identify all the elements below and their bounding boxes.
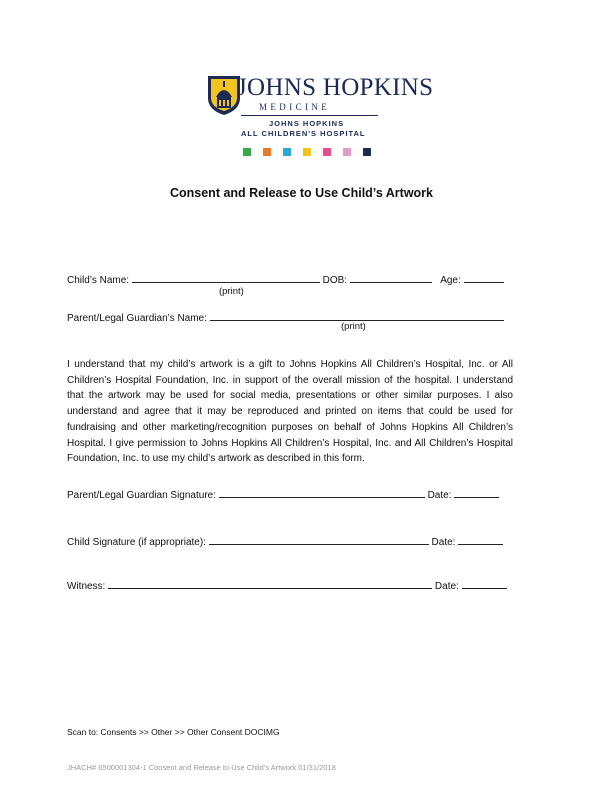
logo-color-square [363, 148, 371, 156]
hospital-logo [203, 72, 434, 162]
logo-line-1: JOHNS HOPKINS [269, 119, 345, 128]
age-field[interactable] [464, 272, 504, 283]
date-label: Date: [427, 490, 452, 501]
child-signature-field[interactable] [209, 534, 429, 545]
logo-color-square [243, 148, 251, 156]
guardian-signature-field[interactable] [219, 487, 425, 498]
logo-line-2: ALL CHILDREN'S HOSPITAL [241, 129, 366, 138]
dome-emblem-icon [207, 74, 241, 116]
date-label: Date: [431, 537, 456, 548]
witness-label: Witness: [67, 581, 106, 592]
logo-color-square [323, 148, 331, 156]
child-name-field[interactable] [132, 272, 320, 283]
logo-color-square [283, 148, 291, 156]
witness-signature-field[interactable] [108, 578, 432, 589]
logo-color-square [343, 148, 351, 156]
form-id: JHACH# 6500001304-1 Consent and Release to Use Child’s Artwork 01/31/2018 [67, 763, 336, 772]
child-signature-row [67, 534, 503, 548]
guardian-date-field[interactable] [454, 487, 499, 498]
witness-row [67, 578, 507, 592]
child-date-field[interactable] [458, 534, 503, 545]
date-label: Date: [434, 581, 459, 592]
guardian-name-field[interactable] [210, 310, 504, 321]
dob-field[interactable] [350, 272, 432, 283]
witness-date-field[interactable] [462, 578, 507, 589]
guardian-name-label: Parent/Legal Guardian’s Name: [67, 313, 207, 324]
logo-title: JOHNS HOPKINS [237, 74, 434, 101]
child-signature-label: Child Signature (if appropriate): [67, 537, 206, 548]
document-title: Consent and Release to Use Child’s Artwork [169, 186, 434, 200]
scan-instructions: Scan to: Consents >> Other >> Other Consent DOCIMG [67, 727, 280, 737]
guardian-signature-row [67, 487, 499, 501]
guardian-name-row [67, 310, 504, 324]
logo-color-square [303, 148, 311, 156]
consent-paragraph: I understand that my child’s artwork is a gift to Johns Hopkins All Children’s Hospital, Inc. or All Children’s Hospital Foundation, Inc. in support of the overall mission of the hospital. I understand that the artwork may be used for social media, presentations or other similar purposes. I also understand and agree that it may be reproduced and printed on items that could be used for fundraising and other marketing/recognition purposes on behalf of Johns Hopkins All Children’s Hospital. I give permission to Johns Hopkins All Children’s Hospital, Inc. and All Children’s Hospital Foundation, Inc. to use my child’s artwork as described in this form. [67, 359, 513, 465]
logo-color-square [263, 148, 271, 156]
logo-divider [241, 115, 378, 116]
child-name-label: Child’s Name: [67, 275, 130, 286]
print-note: (print) [219, 286, 244, 297]
dob-label: DOB: [322, 275, 348, 286]
child-info-row [67, 272, 504, 286]
logo-subtitle: MEDICINE [259, 102, 331, 112]
age-label: Age: [440, 275, 461, 286]
guardian-signature-label: Parent/Legal Guardian Signature: [67, 490, 216, 501]
print-note: (print) [341, 321, 366, 332]
